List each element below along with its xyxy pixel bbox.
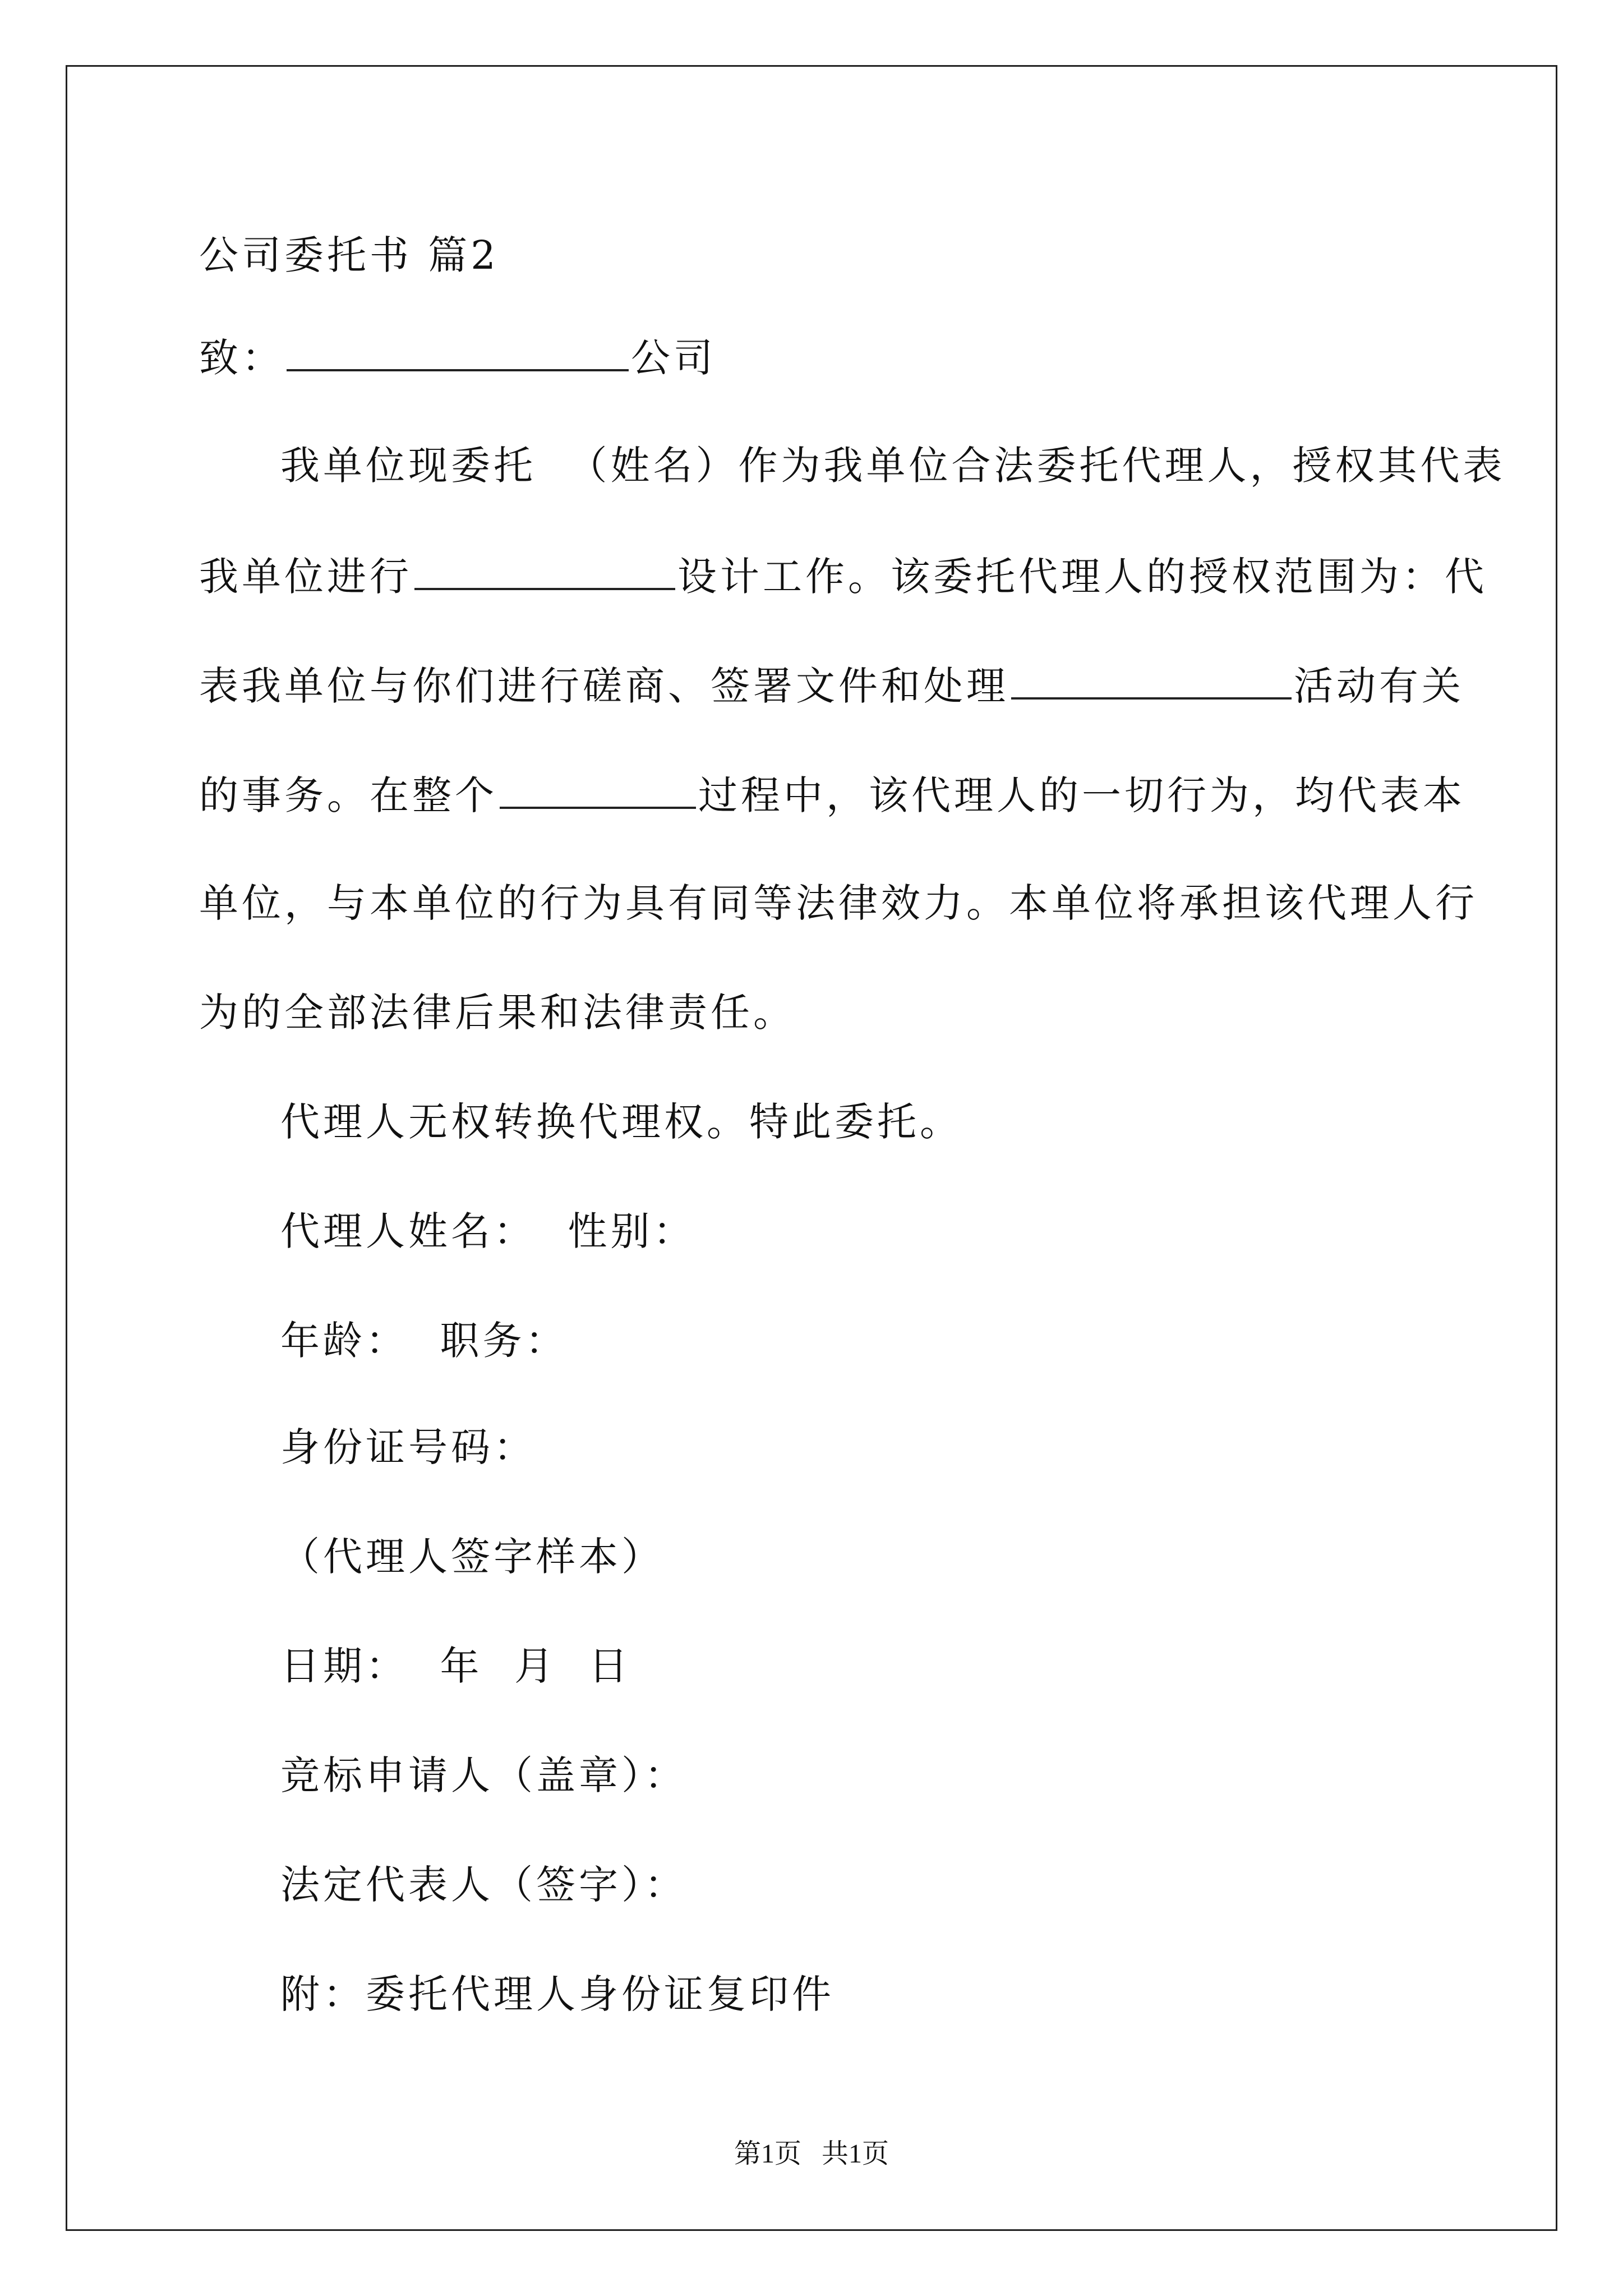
para1-line2	[199, 554, 1487, 600]
agent-name-gender: 代理人姓名： 性别：	[280, 1208, 696, 1254]
id-number: 身份证号码：	[280, 1424, 536, 1470]
para1-line2-a: 我单位进行	[199, 554, 412, 600]
age-position: 年龄： 职务：	[280, 1318, 568, 1364]
company-name-blank	[287, 337, 629, 371]
para1-line5: 单位，与本单位的行为具有同等法律效力。本单位将承担该代理人行	[199, 880, 1478, 926]
page-footer: 第1页 共1页	[734, 2139, 889, 2169]
para1-line4	[199, 772, 1465, 818]
applicant-seal: 竞标申请人（盖章）：	[280, 1752, 687, 1798]
para1-line6: 为的全部法律后果和法律责任。	[199, 990, 796, 1036]
legal-representative: 法定代表人（签字）：	[280, 1862, 687, 1908]
attachment-note: 附：委托代理人身份证复印件	[280, 1971, 834, 2017]
design-work-blank	[414, 555, 675, 590]
addressee-line	[199, 335, 716, 381]
para1-line4-b: 过程中，该代理人的一切行为，均代表本	[698, 772, 1465, 818]
para1-line3-a: 表我单位与你们进行磋商、签署文件和处理	[199, 663, 1009, 709]
process-blank	[500, 774, 696, 809]
para2: 代理人无权转换代理权。特此委托。	[280, 1099, 962, 1145]
para1-line2-b: 设计工作。该委托代理人的授权范围为：代	[677, 554, 1487, 600]
activity-blank	[1011, 665, 1292, 700]
para1-line3-b: 活动有关	[1294, 663, 1464, 709]
para1-line4-a: 的事务。在整个	[199, 772, 497, 818]
date-line: 日期： 年 月 日	[280, 1643, 631, 1689]
document-title: 公司委托书 篇2	[199, 232, 499, 278]
para1-line3	[199, 663, 1464, 709]
signature-sample: （代理人签字样本）	[280, 1534, 664, 1580]
addressee-suffix: 公司	[631, 335, 716, 381]
para1-line1: 我单位现委托 （姓名）作为我单位合法委托代理人，授权其代表	[280, 443, 1506, 489]
addressee-prefix: 致：	[199, 335, 284, 381]
